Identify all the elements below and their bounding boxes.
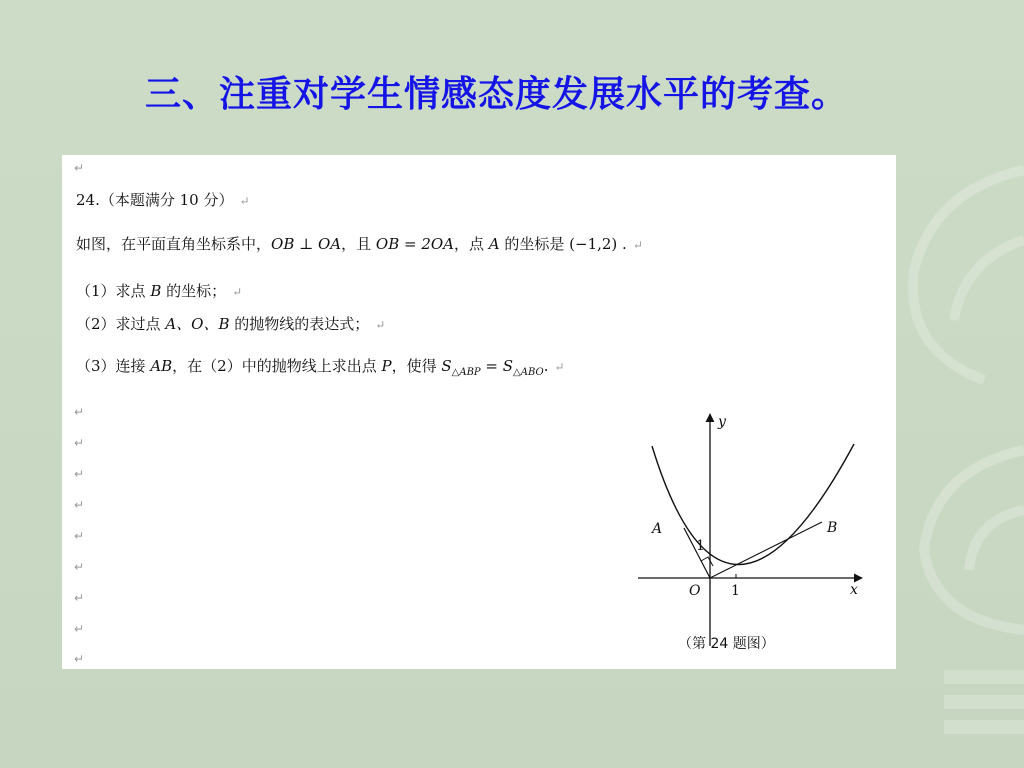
point-b-label: B bbox=[827, 520, 838, 536]
paragraph-mark: ↵ bbox=[239, 194, 250, 208]
intro-condition-perpendicular: OB ⊥ OA bbox=[271, 235, 342, 253]
parabola-figure bbox=[628, 408, 888, 658]
q1-prefix: （1）求点 bbox=[76, 282, 151, 300]
q3-prefix: （3）连接 bbox=[76, 357, 151, 375]
paragraph-mark: ↵ bbox=[232, 285, 243, 299]
intro-prefix: 如图，在平面直角坐标系中， bbox=[76, 235, 272, 253]
intro-condition-length: OB = 2OA bbox=[375, 235, 454, 253]
q3-point: P bbox=[381, 357, 392, 375]
q3-area-1: S bbox=[441, 357, 452, 375]
paragraph-mark: ↵ bbox=[632, 238, 643, 252]
subquestion-1 bbox=[76, 280, 242, 301]
segment-ob bbox=[710, 522, 822, 578]
q2-prefix: （2）求过点 bbox=[76, 315, 166, 333]
paragraph-mark: ↵ bbox=[554, 360, 565, 374]
paragraph-mark: ↵ bbox=[375, 318, 386, 332]
q2-vars: A、O、B bbox=[165, 315, 230, 333]
point-a-label: A bbox=[652, 521, 663, 537]
q3-area-2: S bbox=[502, 357, 514, 375]
x-unit-label: 1 bbox=[731, 583, 740, 599]
paragraph-mark: ↵ bbox=[74, 405, 85, 419]
y-unit-label: 1 bbox=[696, 538, 705, 554]
decorative-pattern bbox=[874, 150, 1024, 768]
x-axis-label: x bbox=[850, 582, 858, 598]
q1-suffix: 的坐标； bbox=[161, 282, 227, 300]
intro-mid: ，且 bbox=[341, 235, 376, 253]
paragraph-mark: ↵ bbox=[74, 560, 85, 574]
q3-segment: AB bbox=[150, 357, 173, 375]
q3-mid2: ，使得 bbox=[391, 357, 442, 375]
q3-area-2-subscript: △ABO bbox=[513, 367, 544, 378]
paragraph-mark: ↵ bbox=[74, 652, 85, 666]
question-header-text: 24.（本题满分 10 分） bbox=[76, 191, 234, 209]
q1-var: B bbox=[150, 282, 162, 300]
intro-suffix: 的坐标是 (−1,2) . bbox=[499, 235, 627, 253]
slide-title: 三、注重对学生情感态度发展水平的考查。 bbox=[145, 74, 849, 115]
paragraph-mark: ↵ bbox=[74, 622, 85, 636]
figure-caption: （第 24 题图） bbox=[678, 636, 775, 652]
intro-mid2: ，点 bbox=[454, 235, 489, 253]
subquestion-3 bbox=[76, 355, 565, 378]
paragraph-mark: ↵ bbox=[74, 498, 85, 512]
q3-end: . bbox=[543, 357, 549, 375]
paragraph-mark: ↵ bbox=[74, 467, 85, 481]
question-intro bbox=[76, 233, 643, 254]
origin-label: O bbox=[689, 583, 701, 599]
q2-suffix: 的抛物线的表达式； bbox=[229, 315, 370, 333]
paragraph-mark: ↵ bbox=[74, 436, 85, 450]
document-page bbox=[62, 155, 896, 669]
q3-mid: ，在（2）中的抛物线上求出点 bbox=[172, 357, 382, 375]
subquestion-2 bbox=[76, 313, 385, 334]
intro-point-a: A bbox=[488, 235, 500, 253]
q3-area-1-subscript: △ABP bbox=[451, 367, 481, 378]
paragraph-mark: ↵ bbox=[74, 591, 85, 605]
parabola-curve bbox=[652, 444, 854, 565]
y-axis-label: y bbox=[718, 414, 726, 430]
paragraph-mark: ↵ bbox=[74, 161, 85, 175]
paragraph-mark: ↵ bbox=[74, 529, 85, 543]
q3-equals: = bbox=[480, 357, 503, 375]
question-header bbox=[76, 189, 250, 210]
